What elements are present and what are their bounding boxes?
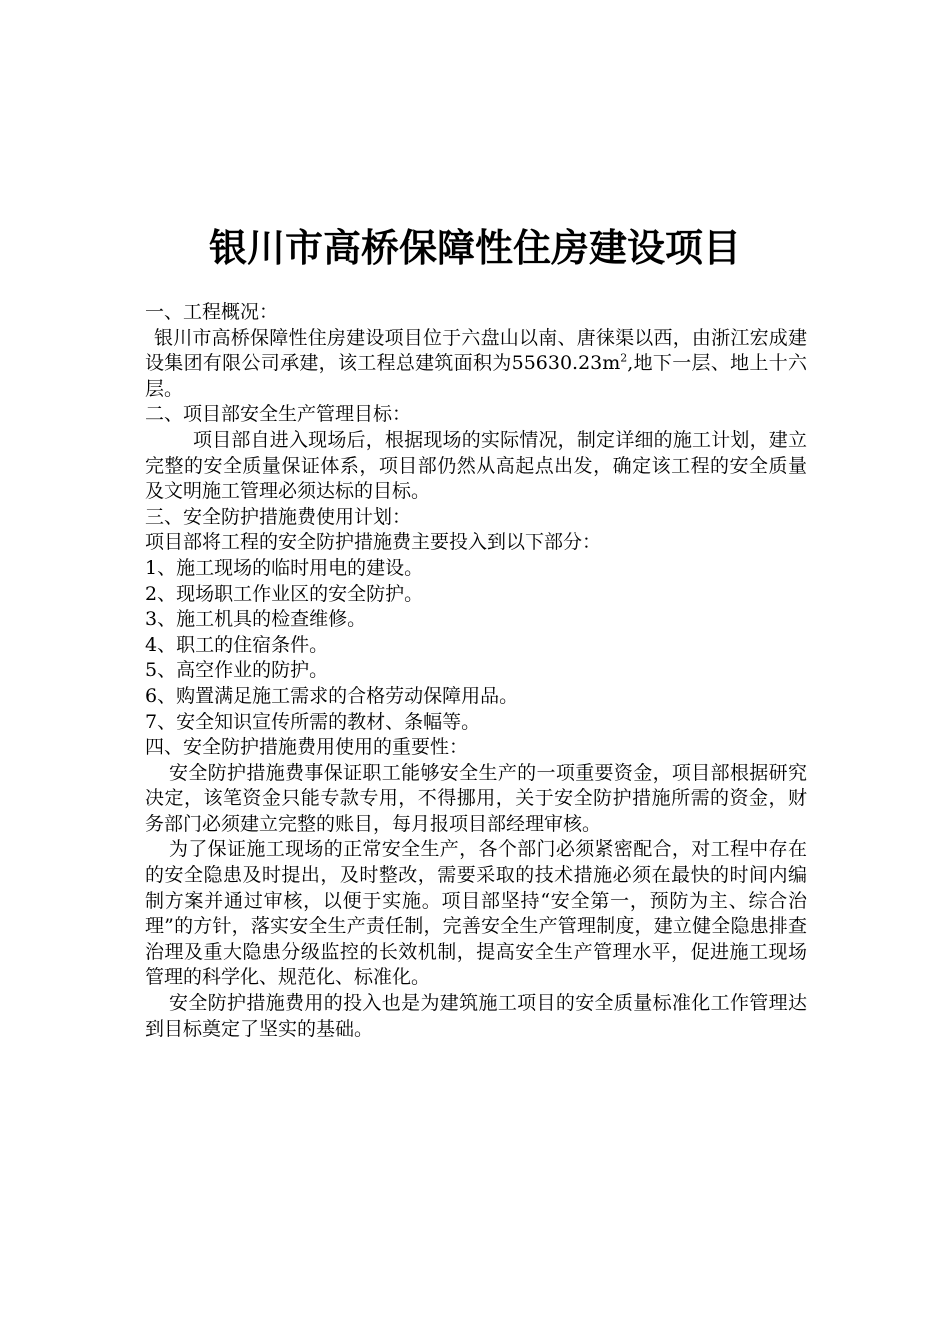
list-item: 6、购置满足施工需求的合格劳动保障用品。: [145, 684, 519, 707]
section-1-heading: 一、工程概况：: [145, 301, 279, 323]
list-item: 2、现场职工作业区的安全防护。: [145, 582, 424, 605]
list-item: 4、职工的住宿条件。: [145, 633, 329, 656]
area-unit-superscript: 2: [620, 351, 628, 365]
document-title: 银川市高桥保障性住房建设项目: [208, 226, 741, 270]
list-item: 3、施工机具的检查维修。: [145, 608, 367, 631]
section-4-paragraph-3: 安全防护措施费用的投入也是为建筑施工项目的安全质量标准化工作管理达到目标奠定了坚实的基础。: [145, 992, 807, 1040]
section-3-heading: 三、安全防护措施费使用计划：: [145, 505, 412, 528]
section-4-paragraph-1: 安全防护措施费事保证职工能够安全生产的一项重要资金，项目部根据研究决定，该笔资金只能专款专用，不得挪用，关于安全防护措施所需的资金，财务部门必须建立完整的账目，每月报项目部经理审核。: [145, 761, 807, 835]
section-1-paragraph: [145, 326, 807, 403]
list-item: 5、高空作业的防护。: [145, 659, 329, 682]
section-1-text: 银川市高桥保障性住房建设项目位于六盘山以南、唐徕渠以西，由浙江宏成建设集团有限公司承建，该工程总建筑面积为55630.23m: [145, 326, 807, 375]
section-4-heading: 四、安全防护措施费用使用的重要性：: [145, 736, 469, 759]
section-2-paragraph: 项目部自进入现场后，根据现场的实际情况，制定详细的施工计划，建立完整的安全质量保证体系，项目部仍然从高起点出发，确定该工程的安全质量及文明施工管理必须达标的目标。: [145, 428, 807, 503]
section-4-paragraph-2: 为了保证施工现场的正常安全生产，各个部门必须紧密配合，对工程中存在的安全隐患及时提出，及时整改，需要采取的技术措施必须在最快的时间内编制方案并通过审核，以便于实施。项目部坚持“安全第一，预防为主、综合治理”的方针，落实安全生产责任制，完善安全生产管理制度，建立健全隐患排查治理及重大隐患分级监控的长效机制，提高安全生产管理水平，促进施工现场管理的科学化、规范化、标准化。: [145, 838, 807, 989]
list-item: 7、安全知识宣传所需的教材、条幅等。: [145, 710, 481, 733]
section-2-heading: 二、项目部安全生产管理目标：: [145, 403, 412, 426]
document-body: [145, 300, 807, 1042]
section-3-intro: 项目部将工程的安全防护措施费主要投入到以下部分：: [145, 531, 602, 554]
section-1-text-end: ,地下一层、地上十六层。: [145, 352, 807, 400]
list-item: 1、施工现场的临时用电的建设。: [145, 556, 424, 579]
